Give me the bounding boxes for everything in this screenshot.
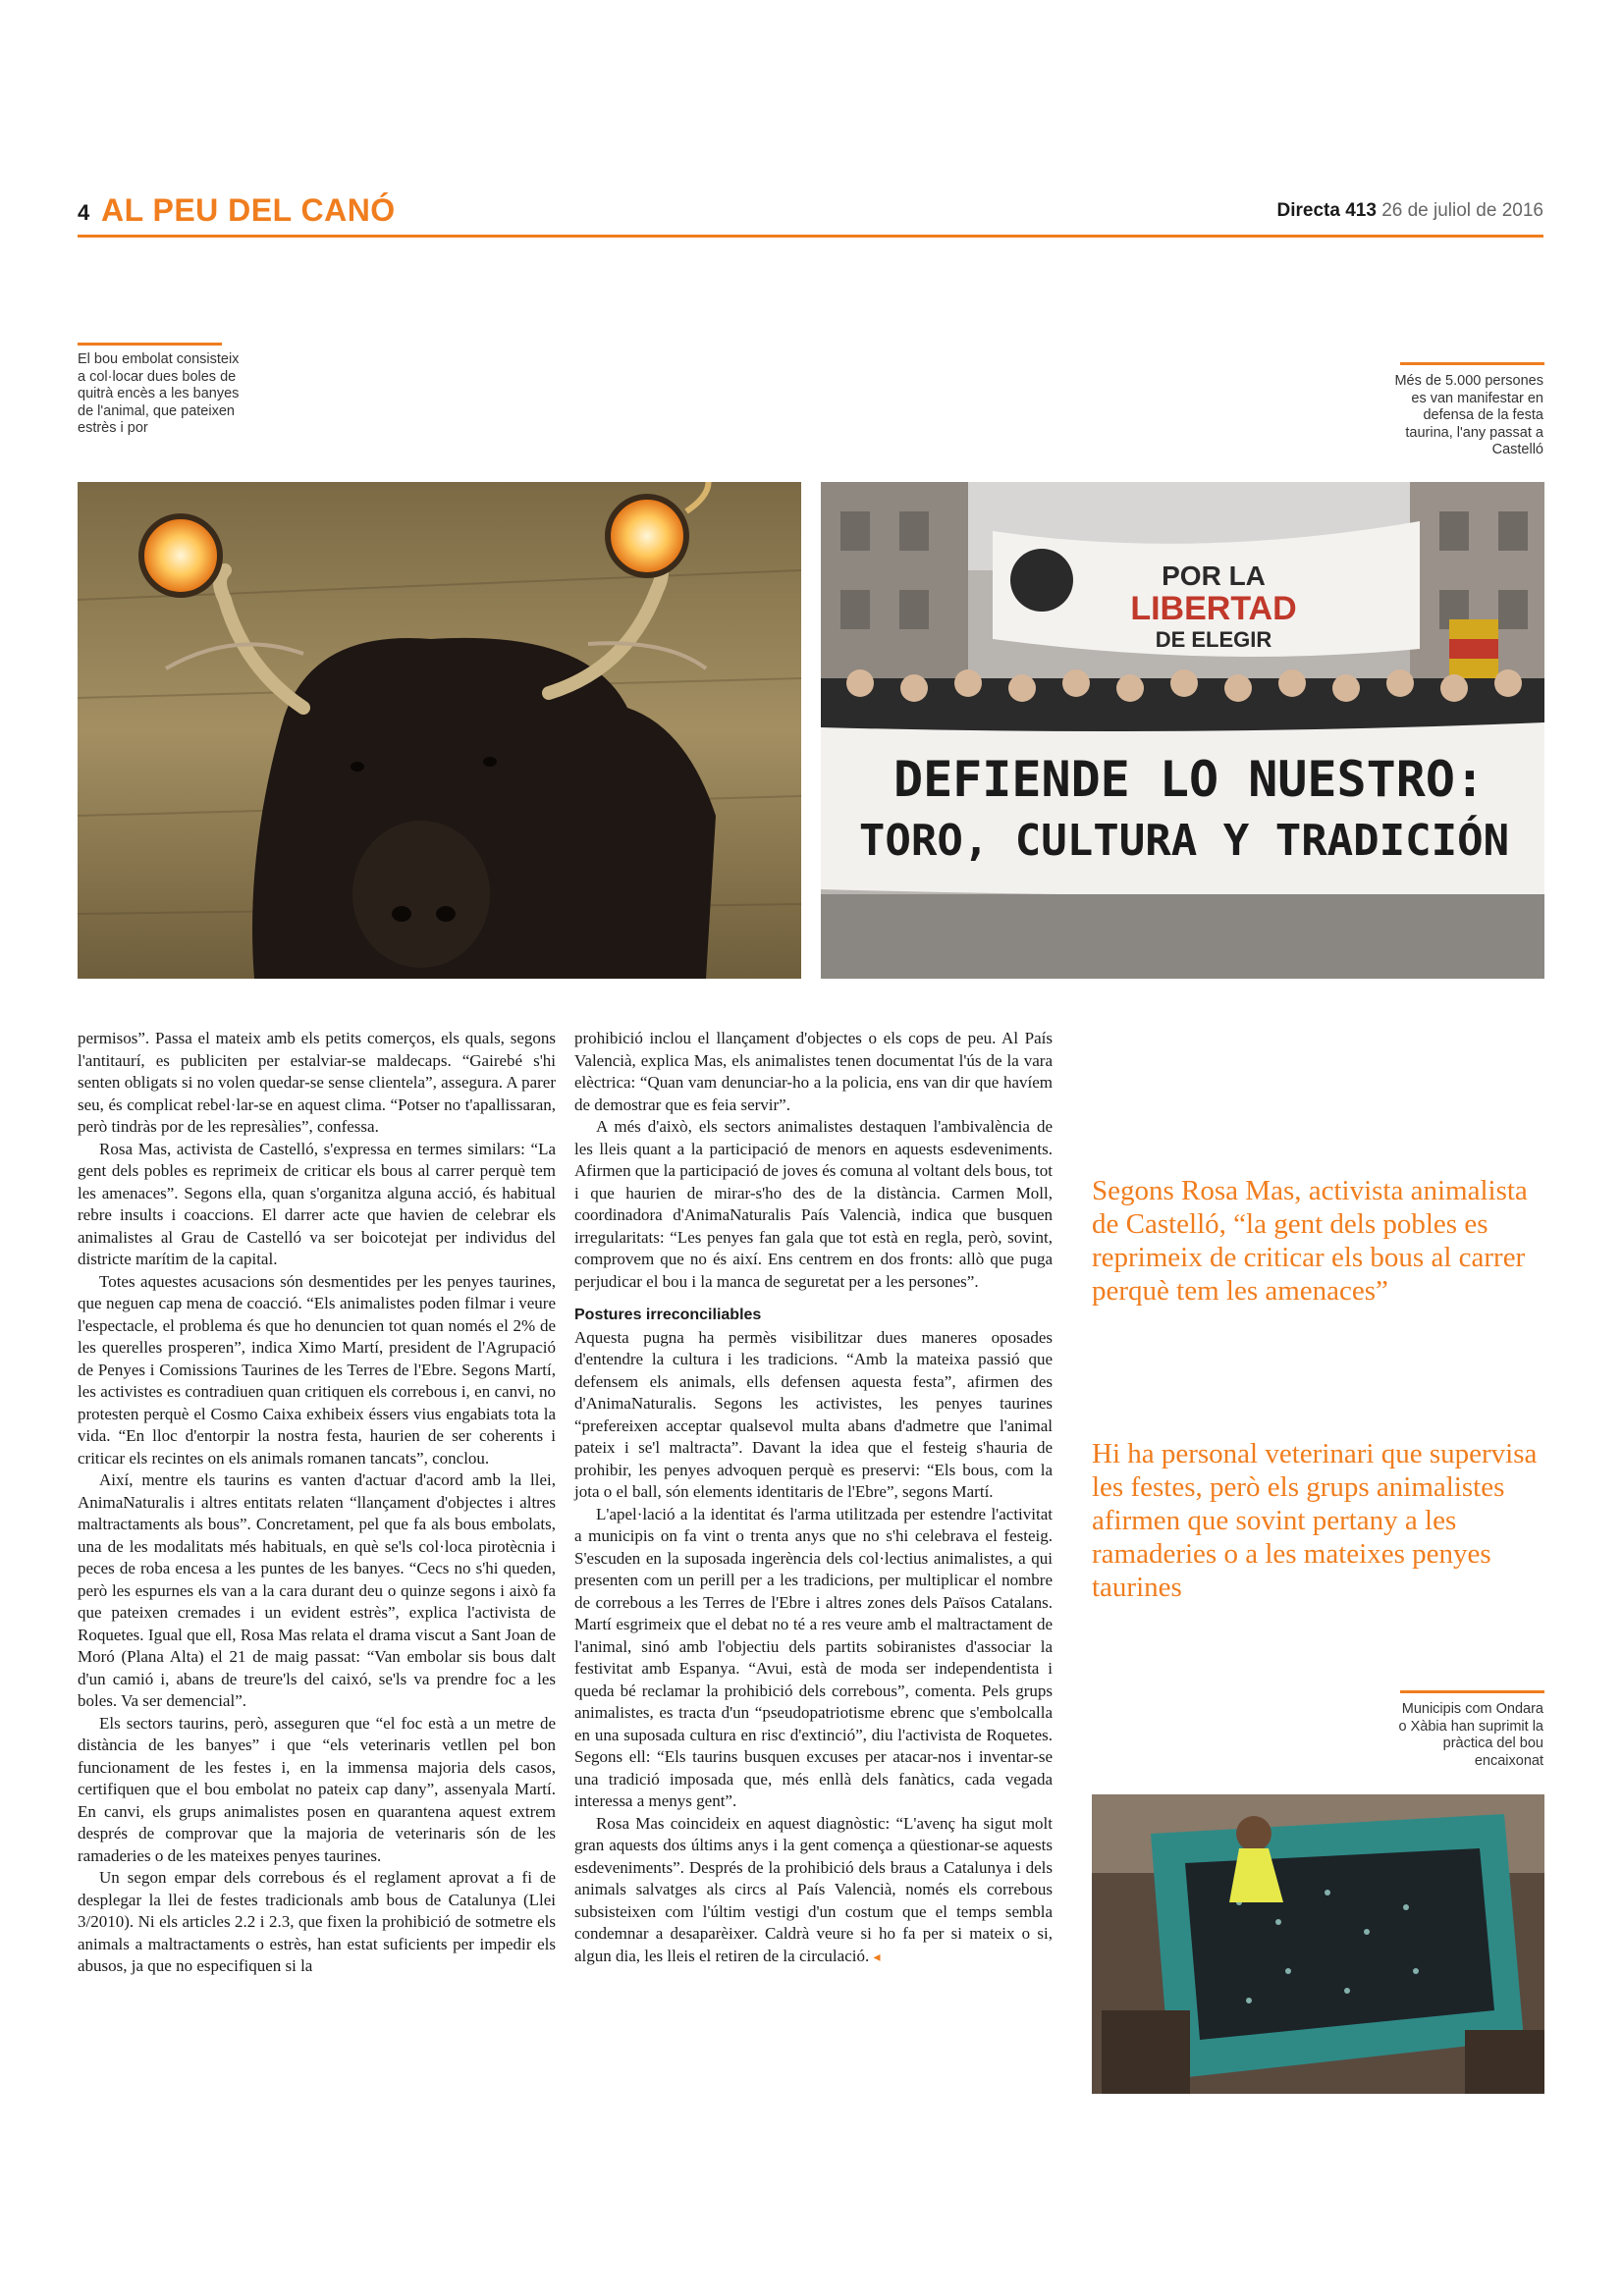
paragraph: Totes aquestes acusacions són desmentides per les penyes taurines, que neguen cap mena de coacció. “Els animalistes poden filmar i veure l'espectacle, el problema és que ho denuncien tot quan només el 2% de les querelles prosperen”, indica Ximo Martí, president de l'Agrupació de Penyes i Comissions Taurines de les Terres de l'Ebre. Segons Martí, les activistes es contradiuen quan critiquen els correbous i, en canvi, no protesten perquè el Cosmo Caixa exhibeix éssers vius engabiats tota la vida. “En lloc d'entorpir la nostra festa, haurien de ser coherents i criticar els recintes on els animals romanen tancats”, conclou. xyxy=(78,1271,556,1468)
article-column-2 xyxy=(574,1028,1053,1968)
paragraph: A més d'això, els sectors animalistes destaquen l'ambivalència de les lleis quant a la participació de menors en aquests esdeveniments. Afirmen que la participació de joves és comuna al voltant dels bous, tot i que haurien de mirar-s'ho des de la distància. Carmen Moll, coordinadora d'AnimaNaturalis País Valencià, indica que busquen irregularitats: “Les penyes fan gala que tot està en regla, però, sovint, comprovem que no és així. Ens centrem en dos fronts: allò que puga perjudicar el bou i la manca de seguretat per a les persones”. xyxy=(574,1117,1053,1291)
caption-rule-left xyxy=(78,343,222,346)
paragraph: Així, mentre els taurins es vanten d'actuar d'acord amb la llei, AnimaNaturalis i altres entitats relaten “llançament d'objectes i altres maltractaments als bous”. Concretament, pel que fa als bous embolats, una de les modalitats més habituals, en què se'ls col·loca pirotècnia i peces de roba encesa a les puntes de les banyes. “Cecs no s'hi queden, però les espurnes els van a la cara durant deu o quinze segons i això fa que pateixen cremades i un evident estrès”, explica l'activista de Roquetes. Igual que ell, Rosa Mas relata el drama viscut a Sant Joan de Moró (Plana Alta) el 21 de maig passat: “Van embolar sis bous dalt d'un camió i, abans de treure'ls del caixó, se'ls va prendre foc a les boles. Va ser demencial”. xyxy=(78,1470,556,1710)
issue-date: 26 de juliol de 2016 xyxy=(1381,200,1543,221)
paragraph: Un segon empar dels correbous és el reglament aprovat a fi de desplegar la llei de festes tradicionals amb bous de Catalunya (Llei 3/2010). Ni els articles 2.2 i 2.3, que fixen la prohibició de sotmetre els animals a maltractaments o estrès, han estat suficients per impedir els abusos, ja que no especifiquen si la xyxy=(78,1868,556,1975)
photo-bou-encaixonat xyxy=(1092,1794,1544,2094)
banner-main-line2: TORO, CULTURA Y TRADICIÓN xyxy=(858,816,1510,866)
page-number: 4 xyxy=(78,200,90,225)
header-rule xyxy=(78,235,1543,238)
photo-bull-embolat xyxy=(78,482,801,979)
paragraph: L'apel·lació a la identitat és l'arma utilitzada per estendre l'activitat a municipis on fa vint o trenta anys que no s'hi celebrava el festeig. S'escuden en la suposada ingerència dels col·lectius animalistes, a qui presenten com un perill per a les tradicions, per multiplicar el nombre de correbous a les Terres de l'Ebre i altres zones dels Països Catalans. Martí esgrimeix que el debat no té a res veure amb el maltractament de l'animal, sinó amb l'objectiu dels partits sobiranistes d'associar la festivitat amb Espanya. “Avui, està de moda ser independentista i queda bé reclamar la prohibició dels correbous”, comenta. Pels grups animalistes, es tracta d'un “pseudopatriotisme ebrenc que s'embolcalla en una suposada cultura en risc d'extinció”, diu l'activista de Roquetes. Segons ell: “Els taurins busquen excuses per atacar-nos i inventar-se una tradició imposada que, més enllà dels fanàtics, cada vegada interessa a menys gent”. xyxy=(574,1504,1053,1810)
caption-rule-box xyxy=(1400,1690,1544,1693)
section-title: AL PEU DEL CANÓ xyxy=(101,192,396,228)
caption-rule-right xyxy=(1400,362,1544,365)
paragraph: permisos”. Passa el mateix amb els petits comerços, els quals, segons l'antitaurí, es publiciten per estalviar-se maldecaps. “Gairebé s'hi senten obligats si no volen quedar-se sense clientela”, assegura. A parer seu, és complicat rebel·lar-se en aquest clima. “Potser no t'apallissaran, però tindràs por de les represàlies”, confessa. xyxy=(78,1029,556,1136)
caption-bull: El bou embolat consisteix a col·locar dues boles de quitrà encès a les banyes de l'animal, que pateixen estrès i por xyxy=(78,351,240,436)
banner-top-line2: LIBERTAD xyxy=(1130,590,1297,627)
caption-march: Més de 5.000 persones es van manifestar en defensa de la festa taurina, l'any passat a Castelló xyxy=(1394,373,1543,457)
paragraph: Aquesta pugna ha permès visibilitzar dues maneres oposades d'entendre la cultura i les tradicions. “Amb la mateixa passió que defensem els animals, ells defensen aquesta festa”, afirmen des d'AnimaNaturalis. Segons les activistes, les penyes taurines “prefereixen acceptar qualsevol multa abans d'admetre que l'animal pateix i se'l maltracta”. Davant la idea que el festeig s'hauria de prohibir, les penyes advoquen perquè es preservi: “Els bous, com la jota o el ball, són elements identitaris de l'Ebre”, segons Martí. xyxy=(574,1327,1053,1501)
paragraph: prohibició inclou el llançament d'objectes o els cops de peu. Al País Valencià, explica Mas, els animalistes tenen documentat l'ús de la vara elèctrica: “Quan vam denunciar-ho a la policia, ens van dir que havíem de demostrar que es feia servir”. xyxy=(574,1029,1053,1114)
pull-quote-2: Hi ha personal veterinari que supervisa les festes, però els grups animalistes afirmen que sovint pertany a les ramaderies o a les mateixes penyes taurines xyxy=(1092,1438,1538,1603)
banner-top-line3: DE ELEGIR xyxy=(1155,627,1272,652)
pull-quote-1: Segons Rosa Mas, activista animalista de Castelló, “la gent dels pobles es reprimeix de criticar els bous al carrer perquè tem les amenaces” xyxy=(1092,1175,1528,1307)
paragraph: Rosa Mas, activista de Castelló, s'expressa en termes similars: “La gent dels pobles es reprimeix de criticar els bous al carrer perquè tem les amenaces”. Segons ella, quan s'organitza alguna acció, és habitual rebre insults i coaccions. El darrer acte que havien de celebrar els animalistes al Grau de Castelló va ser boicotejat per individus del districte marítim de la capital. xyxy=(78,1139,556,1268)
issue-info xyxy=(1277,200,1544,222)
banner-main-line1: DEFIENDE LO NUESTRO: xyxy=(893,751,1486,808)
paragraph: Els sectors taurins, però, asseguren que “el foc està a un metre de distància de les banyes” i que “els veterinaris vetllen pel bon funcionament de les festes i, en la immensa majoria dels casos, certifiquen que el bou embolat no pateix cap dany”, assenyala Martí. En canvi, els grups animalistes posen en quarantena aquest extrem després de comprovar que la majoria de veterinaris són de les ramaderies o de les mateixes penyes taurines. xyxy=(78,1713,556,1865)
article-column-1 xyxy=(78,1028,556,1978)
banner-top-line1: POR LA xyxy=(1162,561,1266,591)
end-mark-icon: ◂ xyxy=(873,1949,881,1965)
photo-march-castello xyxy=(821,482,1544,979)
page-header xyxy=(78,192,1543,232)
final-paragraph-text: Rosa Mas coincideix en aquest diagnòstic: “L'avenç ha sigut molt gran aquests dos últims anys i la gent comença a qüestionar-se aquests esdeveniments”. Després de la prohibició dels braus a Catalunya i dels animals salvatges als circs al País Valencià, només els correbous subsisteixen com l'últim vestigi d'un costum que el temps sembla condemnar a desaparèixer. Caldrà veure si ho fa per si mateix o si, algun dia, les lleis el retiren de la circulació. xyxy=(574,1813,1053,1965)
subheading: Postures irreconciliables xyxy=(574,1307,762,1323)
caption-box: Municipis com Ondara o Xàbia han suprimit la pràctica del bou encaixonat xyxy=(1398,1701,1543,1769)
paragraph-final xyxy=(574,1813,1053,1969)
publication-name: Directa 413 xyxy=(1276,200,1377,221)
